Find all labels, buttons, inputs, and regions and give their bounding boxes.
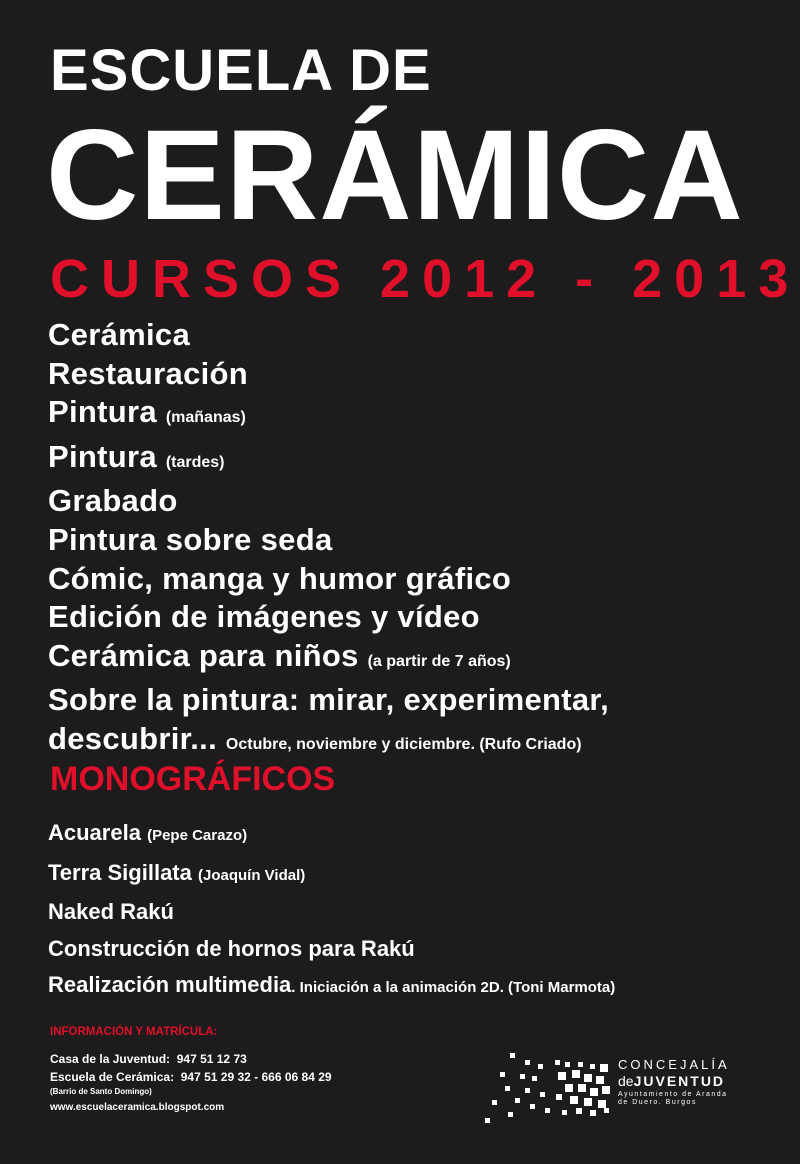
- course-title: Cómic, manga y humor gráfico: [48, 560, 512, 596]
- course-item: [48, 637, 788, 682]
- course-note: Octubre, noviembre y diciembre. (Rufo Criado): [225, 735, 582, 753]
- course-item: [48, 681, 788, 720]
- courses-list: [48, 316, 788, 765]
- course-title: Cerámica para niños: [48, 637, 359, 673]
- course-item: [48, 521, 788, 560]
- barrio-note: (Barrio de Santo Domingo): [50, 1086, 152, 1096]
- title-line-2: CERÁMICA: [46, 104, 744, 247]
- logo-text: [618, 1058, 730, 1107]
- casa-phone: 947 51 12 73: [176, 1051, 247, 1066]
- logo-line-2: [618, 1074, 730, 1088]
- escuela-label: Escuela de Cerámica:: [50, 1069, 175, 1084]
- course-item: [48, 316, 788, 355]
- logo-line-2-prefix: de: [618, 1073, 634, 1089]
- monografico-note: (Joaquín Vidal): [198, 866, 306, 884]
- logo-line-4: de Duero. Burgos: [618, 1099, 697, 1107]
- course-item: [48, 393, 788, 438]
- monografico-title: Realización multimedia: [48, 972, 292, 998]
- course-title: Sobre la pintura: mirar, experimentar,: [48, 682, 609, 718]
- monografico-item: [48, 967, 615, 1007]
- course-title: Grabado: [48, 483, 178, 519]
- contact-info: [50, 1025, 332, 1114]
- course-title: Restauración: [48, 355, 248, 391]
- casa-juventud-row: [50, 1051, 332, 1067]
- course-item: [48, 598, 788, 637]
- course-item: [48, 482, 788, 521]
- logo-line-3: Ayuntamiento de Aranda: [618, 1091, 728, 1098]
- course-note: (mañanas): [165, 409, 246, 427]
- pixel-logo-icon: [470, 1048, 615, 1128]
- course-item: [48, 355, 788, 394]
- course-title: descubrir...: [48, 720, 217, 756]
- monograficos-title: MONOGRÁFICOS: [50, 760, 336, 798]
- monografico-item: [48, 894, 615, 931]
- course-title: Cerámica: [48, 317, 190, 352]
- course-item: [48, 438, 788, 483]
- escuela-row: [50, 1069, 332, 1085]
- website-link[interactable]: www.escuelaceramica.blogspot.com: [50, 1101, 225, 1113]
- casa-label: Casa de la Juventud:: [50, 1051, 171, 1066]
- course-title: Pintura sobre seda: [48, 521, 333, 557]
- course-note: (tardes): [165, 453, 225, 471]
- course-title: Pintura: [48, 394, 157, 430]
- course-title: Edición de imágenes y vídeo: [48, 599, 480, 635]
- monografico-title: Acuarela: [48, 820, 141, 845]
- course-note: (a partir de 7 años): [367, 652, 511, 670]
- monografico-note: (Pepe Carazo): [147, 827, 248, 844]
- escuela-phone: 947 51 29 32 - 666 06 84 29: [180, 1069, 332, 1084]
- monografico-item: [48, 931, 615, 968]
- monografico-title: Construcción de hornos para Rakú: [48, 935, 415, 961]
- monografico-note: . Iniciación a la animación 2D. (Toni Marmota): [291, 979, 616, 997]
- logo-line-1: CONCEJALÍA: [618, 1057, 730, 1072]
- info-heading: INFORMACIÓN Y MATRÍCULA:: [50, 1026, 218, 1038]
- course-item: [48, 560, 788, 599]
- concejalia-logo: [470, 1048, 770, 1128]
- monografico-title: Naked Rakú: [48, 899, 174, 925]
- subtitle-cursos: CURSOS 2012 - 2013: [50, 249, 800, 309]
- course-title: Pintura: [48, 438, 157, 474]
- title-line-1: ESCUELA DE: [50, 38, 432, 103]
- logo-line-2-main: JUVENTUD: [633, 1073, 726, 1089]
- monografico-item: [48, 815, 615, 855]
- monografico-title: Terra Sigillata: [48, 859, 192, 885]
- monograficos-list: [48, 815, 615, 1007]
- course-item: [48, 720, 788, 765]
- monografico-item: [48, 855, 615, 895]
